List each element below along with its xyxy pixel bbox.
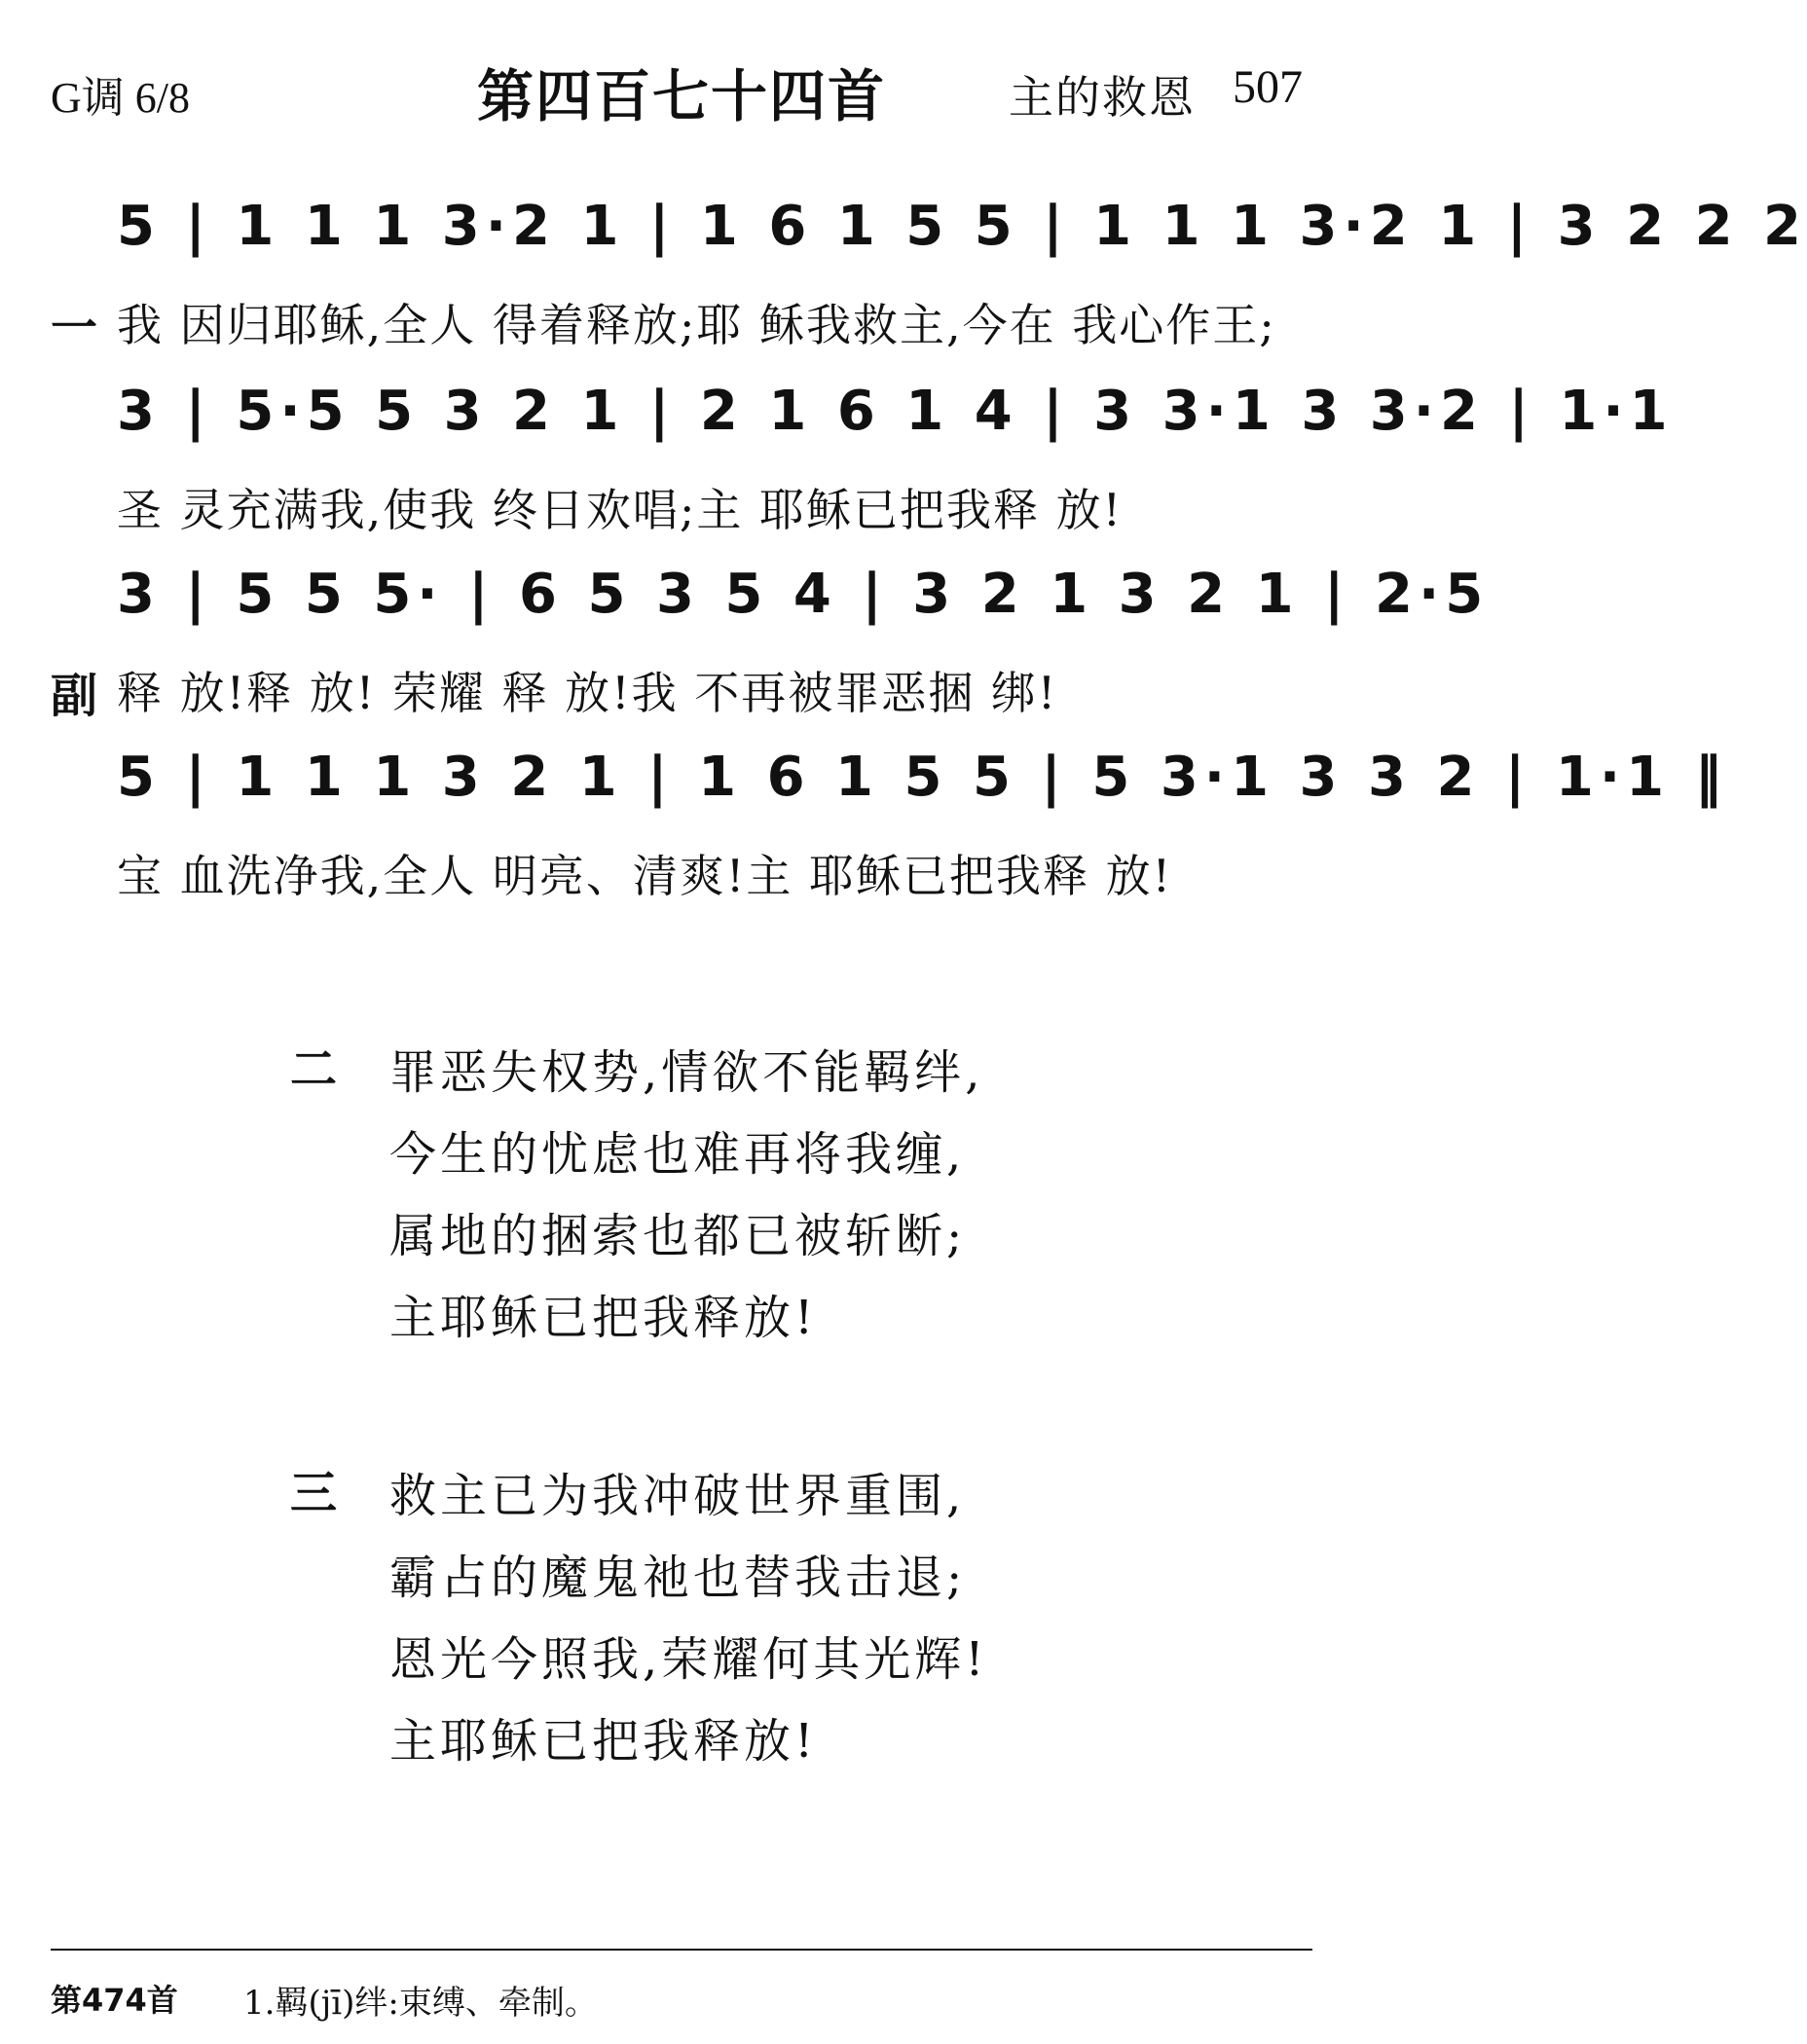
stanza-line: 罪恶失权势,情欲不能羁绊, [389, 1045, 984, 1100]
stanza-number: 三 [290, 1466, 338, 1520]
numbered-notation: 3 | 5·5 5 3 2 1 | 2 1 6 1 4 | 3 3·1 3 3·2 | 1·1 [117, 380, 1674, 443]
stanza-line: 今生的忧虑也难再将我缠, [389, 1127, 966, 1182]
lyrics-line: 宝 血洗净我,全人 明亮、清爽!主 耶稣已把我释 放! [117, 850, 1173, 902]
stanza-number: 二 [290, 1042, 338, 1097]
lyrics-line: 圣 灵充满我,使我 终日欢唱;主 耶稣已把我释 放! [117, 484, 1124, 536]
page-number: 507 [1233, 61, 1303, 113]
chorus-label: 副 [51, 669, 98, 723]
lyrics-line: 释 放!释 放! 荣耀 释 放!我 不再被罪恶捆 绑! [117, 667, 1058, 719]
footnote-divider [51, 1949, 1312, 1951]
stanza-line: 恩光今照我,荣耀何其光辉! [389, 1632, 988, 1687]
music-system-2 [0, 380, 1674, 545]
footnote-text: 1.羁(jī)绊:束缚、牵制。 [243, 1984, 598, 2023]
stanza-line: 属地的捆索也都已被斩断; [389, 1209, 967, 1263]
stanza-line: 主耶稣已把我释放! [389, 1714, 818, 1769]
music-system-4 [0, 746, 1728, 911]
stanza-line: 霸占的魔鬼祂也替我击退; [389, 1551, 967, 1605]
lyrics-line: 我 因归耶稣,全人 得着释放;耶 稣我救主,今在 我心作王; [117, 299, 1276, 351]
verse-label: 一 [51, 301, 98, 355]
footnote-label: 第474首 [51, 1982, 178, 2019]
music-system-1 [0, 195, 1807, 360]
key-signature: G调 6/8 [51, 74, 190, 122]
hymn-title: 第四百七十四首 [476, 63, 886, 129]
hymn-category: 主的救恩 [1009, 71, 1196, 124]
numbered-notation: 5 | 1 1 1 3·2 1 | 1 6 1 5 5 | 1 1 1 3·2 1 | 3 2 2 2 [117, 195, 1807, 258]
numbered-notation: 5 | 1 1 1 3 2 1 | 1 6 1 5 5 | 5 3·1 3 3 2 | 1·1 ‖ [117, 746, 1728, 809]
stanza-line: 主耶稣已把我释放! [389, 1291, 818, 1345]
music-system-3 [0, 563, 1490, 728]
stanza-line: 救主已为我冲破世界重围, [389, 1469, 966, 1523]
numbered-notation: 3 | 5 5 5· | 6 5 3 5 4 | 3 2 1 3 2 1 | 2·5 [117, 563, 1490, 626]
